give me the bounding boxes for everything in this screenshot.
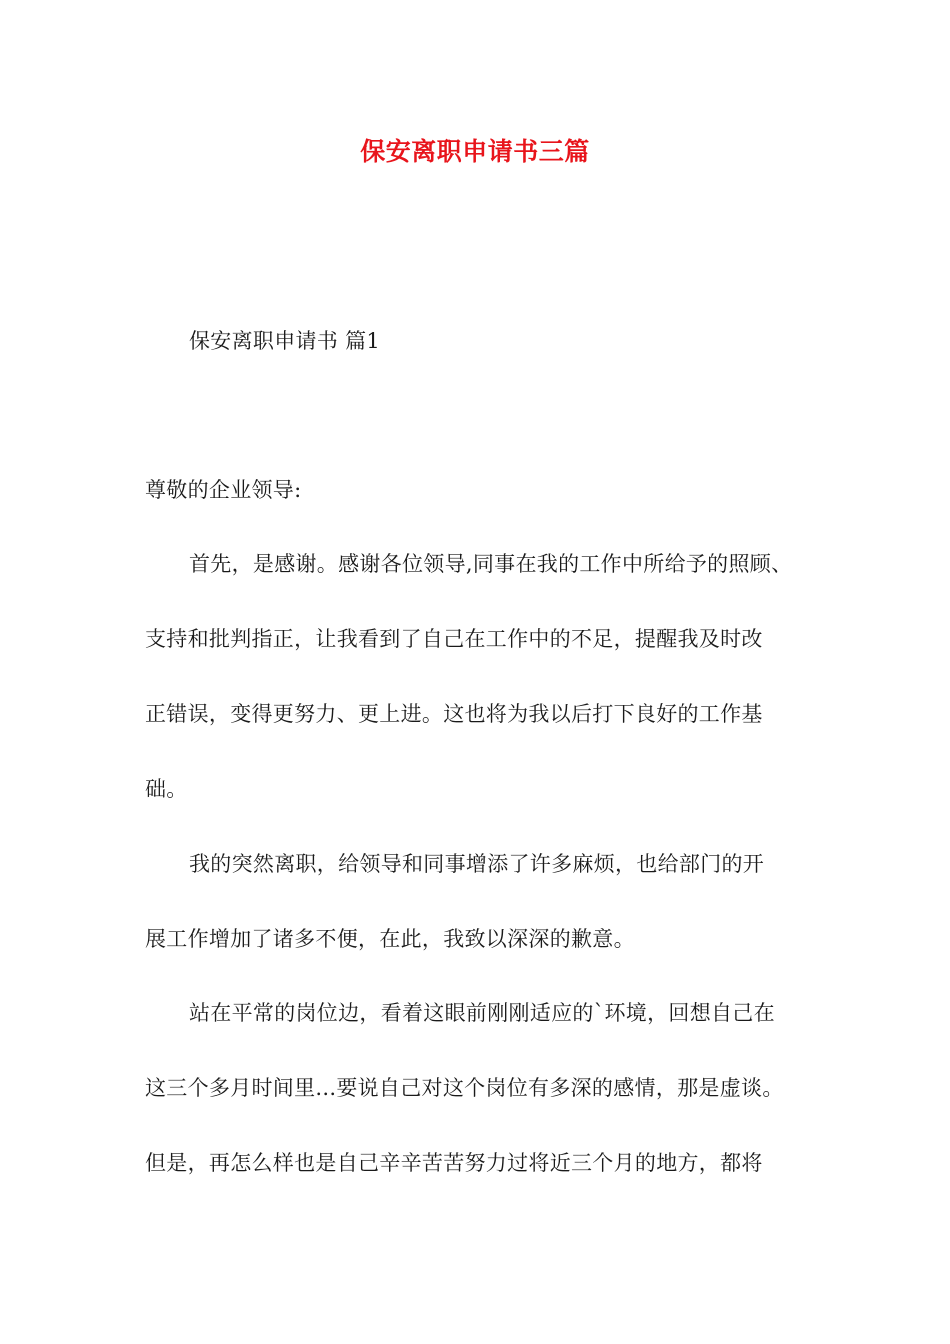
- paragraph-line: 正错误，变得更努力、更上进。这也将为我以后打下良好的工作基: [145, 702, 763, 726]
- paragraph-line: 但是，再怎么样也是自己辛辛苦苦努力过将近三个月的地方，都将: [145, 1151, 763, 1175]
- paragraph-line: 展工作增加了诸多不便，在此，我致以深深的歉意。: [145, 927, 635, 951]
- salutation: 尊敬的企业领导:: [145, 478, 302, 502]
- paragraph-line: 我的突然离职，给领导和同事增添了许多麻烦，也给部门的开: [189, 852, 765, 876]
- paragraph-line: 础。: [145, 777, 188, 801]
- document-title: 保安离职申请书三篇: [360, 137, 590, 166]
- paragraph-line: 站在平常的岗位边，看着这眼前刚刚适应的`环境，回想自己在: [189, 1001, 775, 1025]
- paragraph-line: 支持和批判指正，让我看到了自己在工作中的不足，提醒我及时改: [145, 627, 763, 651]
- paragraph-line: 这三个多月时间里...要说自己对这个岗位有多深的感情，那是虚谈。: [145, 1076, 784, 1100]
- paragraph-line: 首先，是感谢。感谢各位领导,同事在我的工作中所给予的照顾、: [189, 552, 793, 576]
- section-heading: 保安离职申请书 篇1: [189, 329, 381, 353]
